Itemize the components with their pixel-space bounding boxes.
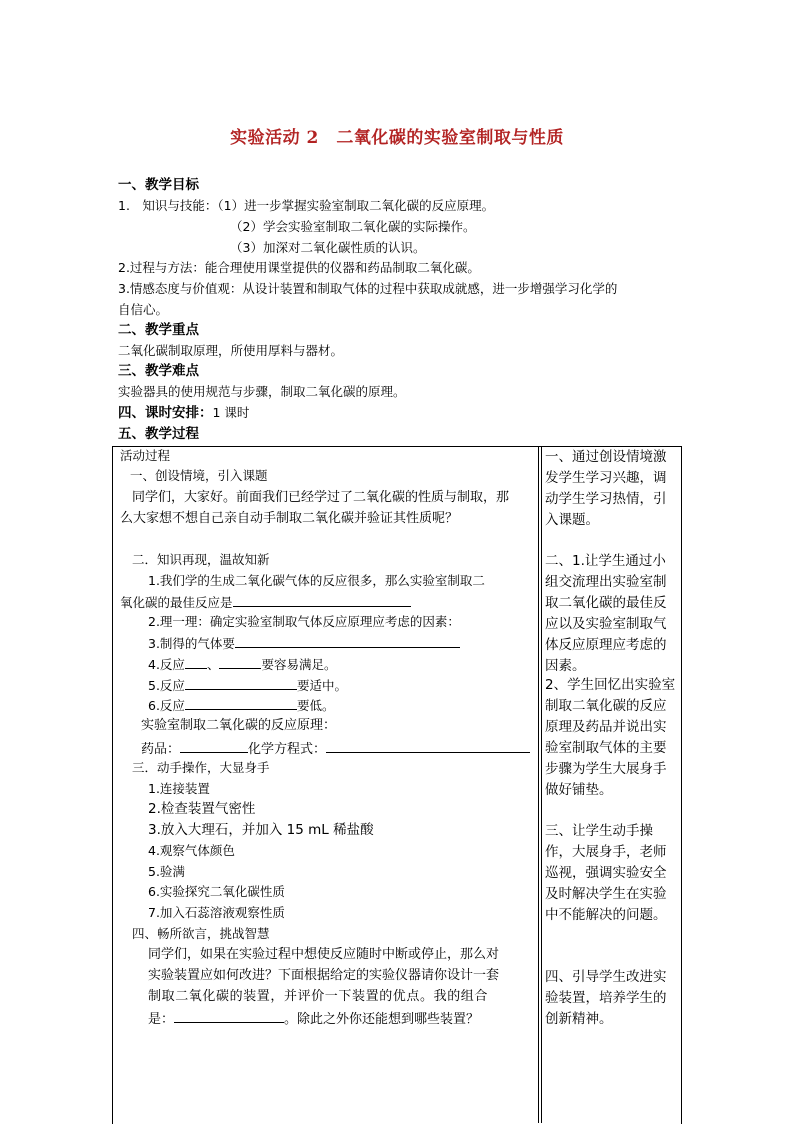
key-points-text: 二氧化碳制取原理，所使用厚料与器材。: [118, 343, 344, 358]
blank-reaction-cost[interactable]: [185, 697, 297, 710]
difficulties-text: 实验器具的使用规范与步骤，制取二氧化碳的原理。: [118, 384, 406, 399]
heading-process: 五、教学过程: [118, 426, 199, 442]
step-4-line3: 制取二氧化碳的装置，并评价一下装置的优点。我的组合: [148, 989, 489, 1004]
goal-3a: 3.情感态度与价值观：从设计装置和制取气体的过程中获取成就感，进一步增强学习化学的: [118, 281, 618, 296]
step-2-q6: 6.反应 要低。: [148, 698, 335, 713]
blank-reaction-rate[interactable]: [185, 677, 297, 690]
goal-1b: （2）学会实验室制取二氧化碳的实际操作。: [230, 219, 476, 234]
table-divider: [538, 446, 539, 1123]
heading-difficulties: 三、教学难点: [118, 363, 199, 379]
schedule-text: 1 课时: [212, 405, 250, 420]
blank-condition-1[interactable]: [185, 656, 207, 669]
step-3-item-2: 2.检查装置气密性: [148, 801, 256, 817]
step-1-line1: 同学们，大家好。前面我们已经学过了二氧化碳的性质与制取，那: [132, 490, 510, 505]
step-3-item-3: 3.放入大理石，并加入 15 mL 稀盐酸: [148, 822, 374, 838]
document-title: 实验活动 2 二氧化碳的实验室制取与性质: [230, 128, 564, 148]
goal-2: 2.过程与方法：能合理使用课堂提供的仪器和药品制取二氧化碳。: [118, 260, 480, 275]
step-2-q1a: 1.我们学的生成二氧化碳气体的反应很多，那么实验室制取二: [148, 573, 485, 588]
step-4-line4: 是： 。除此之外你还能想到哪些装置？: [148, 1012, 480, 1027]
activity-process-header: 活动过程: [120, 448, 171, 463]
heading-key-points: 二、教学重点: [118, 322, 199, 338]
step-4-heading: 四、畅所欲言，挑战智慧: [132, 926, 270, 941]
note-5: 四、引导学生改进实验装置，培养学生的创新精神。: [545, 969, 667, 1027]
step-3-item-1: 1.连接装置: [148, 781, 210, 796]
goal-1c: （3）加深对二氧化碳性质的认识。: [230, 240, 426, 255]
blank-equation[interactable]: [326, 740, 530, 753]
step-2-heading: 二．知识再现，温故知新: [132, 552, 270, 567]
goal-3b: 自信心。: [118, 302, 169, 317]
step-2-q2: 2.理一理：确定实验室制取气体反应原理应考虑的因素：: [148, 614, 460, 629]
step-3-item-5: 5.验满: [148, 864, 185, 879]
blank-gas-requirement[interactable]: [235, 635, 460, 648]
step-2-q1b: 氧化碳的最佳反应是: [120, 594, 411, 611]
step-2-q3: 3.制得的气体要: [148, 635, 460, 652]
note-3: 2、学生回忆出实验室制取二氧化碳的反应原理及药品并说出实验室制取气体的主要步骤为学生大展身手做好铺垫。: [545, 677, 676, 798]
step-2-q4: 4.反应 、 要容易满足。: [148, 657, 337, 672]
heading-teaching-goals: 一、教学目标: [118, 177, 199, 193]
step-1-heading: 一、创设情境，引入课题: [130, 468, 268, 483]
blank-best-reaction[interactable]: [233, 594, 411, 607]
blank-my-combination[interactable]: [174, 1010, 284, 1023]
goal-1a: 1. 知识与技能：（1）进一步掌握实验室制取二氧化碳的反应原理。: [118, 198, 495, 213]
blank-reagents[interactable]: [180, 740, 248, 753]
step-2-reagents: 药品： 化学方程式：: [141, 740, 530, 758]
step-1-line2: 么大家想不想自己亲自动手制取二氧化碳并验证其性质呢？: [120, 511, 459, 526]
note-4: 三、让学生动手操作，大展身手，老师巡视，强调实验安全及时解决学生在实验中不能解决的问题。: [545, 823, 667, 923]
step-3-item-6: 6.实验探究二氧化碳性质: [148, 884, 285, 899]
step-2-q5: 5.反应 要适中。: [148, 678, 347, 693]
step-4-line1: 同学们，如果在实验过程中想使反应随时中断或停止，那么对: [148, 947, 500, 962]
step-4-line2: 实验装置应如何改进？下面根据给定的实验仪器请你设计一套: [148, 968, 500, 983]
note-2: 二、1.让学生通过小组交流理出实验室制取二氧化碳的最佳反应以及实验室制取气体反应原理应考虑的因素。: [545, 553, 667, 674]
step-3-item-4: 4.观察气体颜色: [148, 843, 235, 858]
step-3-item-7: 7.加入石蕊溶液观察性质: [148, 905, 285, 920]
table-divider-inner: [541, 446, 542, 1123]
step-3-heading: 三．动手操作，大显身手: [132, 760, 270, 775]
heading-schedule: 四、课时安排：: [118, 405, 213, 421]
step-2-principle: 实验室制取二氧化碳的反应原理：: [141, 718, 337, 733]
note-1: 一、通过创设情境激发学生学习兴趣，调动学生学习热情，引入课题。: [545, 449, 667, 528]
blank-condition-2[interactable]: [219, 656, 261, 669]
